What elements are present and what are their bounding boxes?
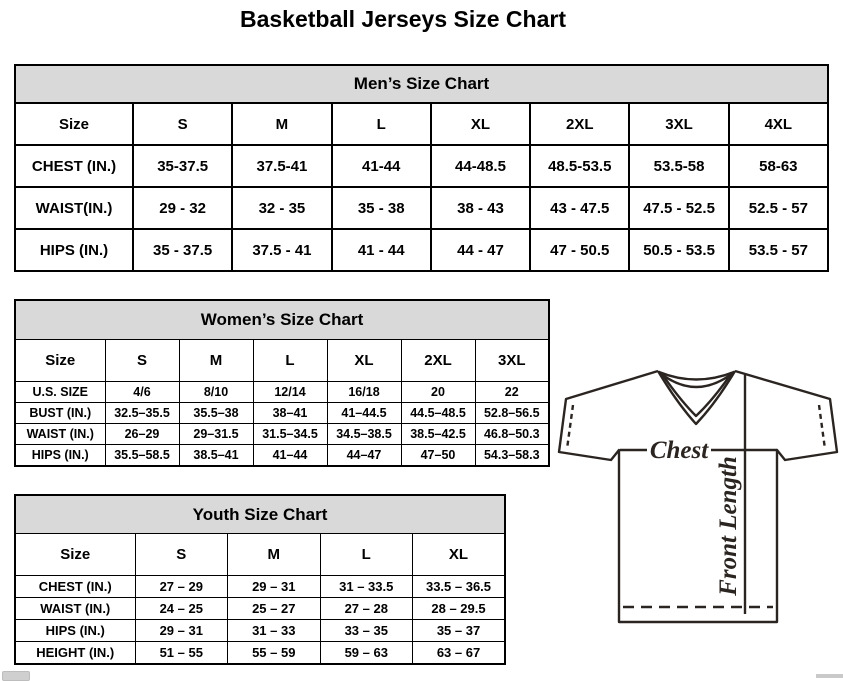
size-value-cell: 58-63 — [729, 145, 828, 187]
men-table-row — [15, 229, 828, 271]
row-label: WAIST (IN.) — [15, 424, 105, 445]
jersey-measurement-diagram — [550, 356, 842, 626]
size-value-cell: 29 - 32 — [133, 187, 232, 229]
size-value-cell: 32 - 35 — [232, 187, 331, 229]
size-value-cell: 37.5 - 41 — [232, 229, 331, 271]
youth-table-row — [15, 598, 505, 620]
size-value-cell: 4/6 — [105, 382, 179, 403]
youth-table-title: Youth Size Chart — [15, 495, 505, 534]
men-column-header: 3XL — [629, 103, 728, 145]
row-label: WAIST(IN.) — [15, 187, 133, 229]
youth-table-row — [15, 620, 505, 642]
size-value-cell: 53.5-58 — [629, 145, 728, 187]
size-value-cell: 31.5–34.5 — [253, 424, 327, 445]
size-value-cell: 25 – 27 — [228, 598, 321, 620]
size-value-cell: 52.8–56.5 — [475, 403, 549, 424]
size-value-cell: 27 – 28 — [320, 598, 413, 620]
youth-size-table — [14, 494, 506, 665]
women-column-header: S — [105, 340, 179, 382]
women-column-header: 3XL — [475, 340, 549, 382]
horizontal-scrollbar-thumb[interactable] — [2, 671, 30, 681]
men-column-header: XL — [431, 103, 530, 145]
size-value-cell: 44.5–48.5 — [401, 403, 475, 424]
size-value-cell: 24 – 25 — [135, 598, 228, 620]
size-value-cell: 52.5 - 57 — [729, 187, 828, 229]
left-sleeve-stitch-line — [567, 405, 573, 449]
horizontal-scrollbar-track[interactable] — [816, 674, 843, 678]
page-title: Basketball Jerseys Size Chart — [239, 6, 566, 32]
men-column-header: Size — [15, 103, 133, 145]
women-table-title: Women’s Size Chart — [15, 300, 549, 340]
size-value-cell: 26–29 — [105, 424, 179, 445]
size-value-cell: 32.5–35.5 — [105, 403, 179, 424]
size-value-cell: 20 — [401, 382, 475, 403]
size-value-cell: 35 – 37 — [413, 620, 506, 642]
men-column-header: M — [232, 103, 331, 145]
size-value-cell: 50.5 - 53.5 — [629, 229, 728, 271]
size-value-cell: 31 – 33.5 — [320, 576, 413, 598]
jersey-outline — [559, 371, 837, 622]
size-value-cell: 44–47 — [327, 445, 401, 467]
women-column-header: XL — [327, 340, 401, 382]
row-label: HEIGHT (IN.) — [15, 642, 135, 665]
size-value-cell: 35.5–38 — [179, 403, 253, 424]
size-value-cell: 35.5–58.5 — [105, 445, 179, 467]
chest-label: Chest — [649, 437, 709, 464]
youth-column-header: Size — [15, 534, 135, 576]
size-value-cell: 35-37.5 — [133, 145, 232, 187]
size-value-cell: 38.5–41 — [179, 445, 253, 467]
size-value-cell: 53.5 - 57 — [729, 229, 828, 271]
size-value-cell: 33.5 – 36.5 — [413, 576, 506, 598]
size-value-cell: 41-44 — [332, 145, 431, 187]
size-value-cell: 31 – 33 — [228, 620, 321, 642]
size-value-cell: 22 — [475, 382, 549, 403]
row-label: U.S. SIZE — [15, 382, 105, 403]
size-value-cell: 41–44.5 — [327, 403, 401, 424]
size-value-cell: 38 - 43 — [431, 187, 530, 229]
youth-table-row — [15, 642, 505, 665]
size-value-cell: 35 - 37.5 — [133, 229, 232, 271]
size-value-cell: 44-48.5 — [431, 145, 530, 187]
row-label: CHEST (IN.) — [15, 145, 133, 187]
size-value-cell: 51 – 55 — [135, 642, 228, 665]
size-value-cell: 33 – 35 — [320, 620, 413, 642]
front-length-label: Front Length — [715, 456, 742, 596]
size-value-cell: 12/14 — [253, 382, 327, 403]
size-value-cell: 47–50 — [401, 445, 475, 467]
row-label: WAIST (IN.) — [15, 598, 135, 620]
men-table-row — [15, 187, 828, 229]
size-value-cell: 55 – 59 — [228, 642, 321, 665]
row-label: CHEST (IN.) — [15, 576, 135, 598]
size-value-cell: 38–41 — [253, 403, 327, 424]
women-column-header: L — [253, 340, 327, 382]
men-column-header: S — [133, 103, 232, 145]
size-value-cell: 34.5–38.5 — [327, 424, 401, 445]
women-column-header: M — [179, 340, 253, 382]
size-value-cell: 46.8–50.3 — [475, 424, 549, 445]
youth-column-header: L — [320, 534, 413, 576]
men-column-header: L — [332, 103, 431, 145]
size-value-cell: 16/18 — [327, 382, 401, 403]
youth-table-row — [15, 576, 505, 598]
row-label: HIPS (IN.) — [15, 620, 135, 642]
women-table-row — [15, 403, 549, 424]
size-value-cell: 44 - 47 — [431, 229, 530, 271]
women-column-header: Size — [15, 340, 105, 382]
women-table-row — [15, 445, 549, 467]
size-value-cell: 54.3–58.3 — [475, 445, 549, 467]
size-value-cell: 8/10 — [179, 382, 253, 403]
youth-column-header: XL — [413, 534, 506, 576]
men-table-row — [15, 145, 828, 187]
men-column-header: 4XL — [729, 103, 828, 145]
size-value-cell: 28 – 29.5 — [413, 598, 506, 620]
size-value-cell: 41 - 44 — [332, 229, 431, 271]
row-label: HIPS (IN.) — [15, 229, 133, 271]
men-table-title: Men’s Size Chart — [15, 65, 828, 103]
size-value-cell: 41–44 — [253, 445, 327, 467]
size-value-cell: 37.5-41 — [232, 145, 331, 187]
youth-column-header: M — [228, 534, 321, 576]
women-column-header: 2XL — [401, 340, 475, 382]
womens-size-table — [14, 299, 550, 467]
size-value-cell: 63 – 67 — [413, 642, 506, 665]
size-value-cell: 35 - 38 — [332, 187, 431, 229]
size-value-cell: 59 – 63 — [320, 642, 413, 665]
size-value-cell: 47 - 50.5 — [530, 229, 629, 271]
size-value-cell: 47.5 - 52.5 — [629, 187, 728, 229]
size-value-cell: 29 – 31 — [135, 620, 228, 642]
women-table-row — [15, 424, 549, 445]
size-value-cell: 27 – 29 — [135, 576, 228, 598]
size-value-cell: 29 – 31 — [228, 576, 321, 598]
men-column-header: 2XL — [530, 103, 629, 145]
size-value-cell: 38.5–42.5 — [401, 424, 475, 445]
right-sleeve-stitch-line — [819, 405, 825, 449]
size-value-cell: 29–31.5 — [179, 424, 253, 445]
row-label: HIPS (IN.) — [15, 445, 105, 467]
mens-size-table — [14, 64, 829, 272]
row-label: BUST (IN.) — [15, 403, 105, 424]
youth-column-header: S — [135, 534, 228, 576]
size-value-cell: 43 - 47.5 — [530, 187, 629, 229]
size-value-cell: 48.5-53.5 — [530, 145, 629, 187]
women-table-row — [15, 382, 549, 403]
